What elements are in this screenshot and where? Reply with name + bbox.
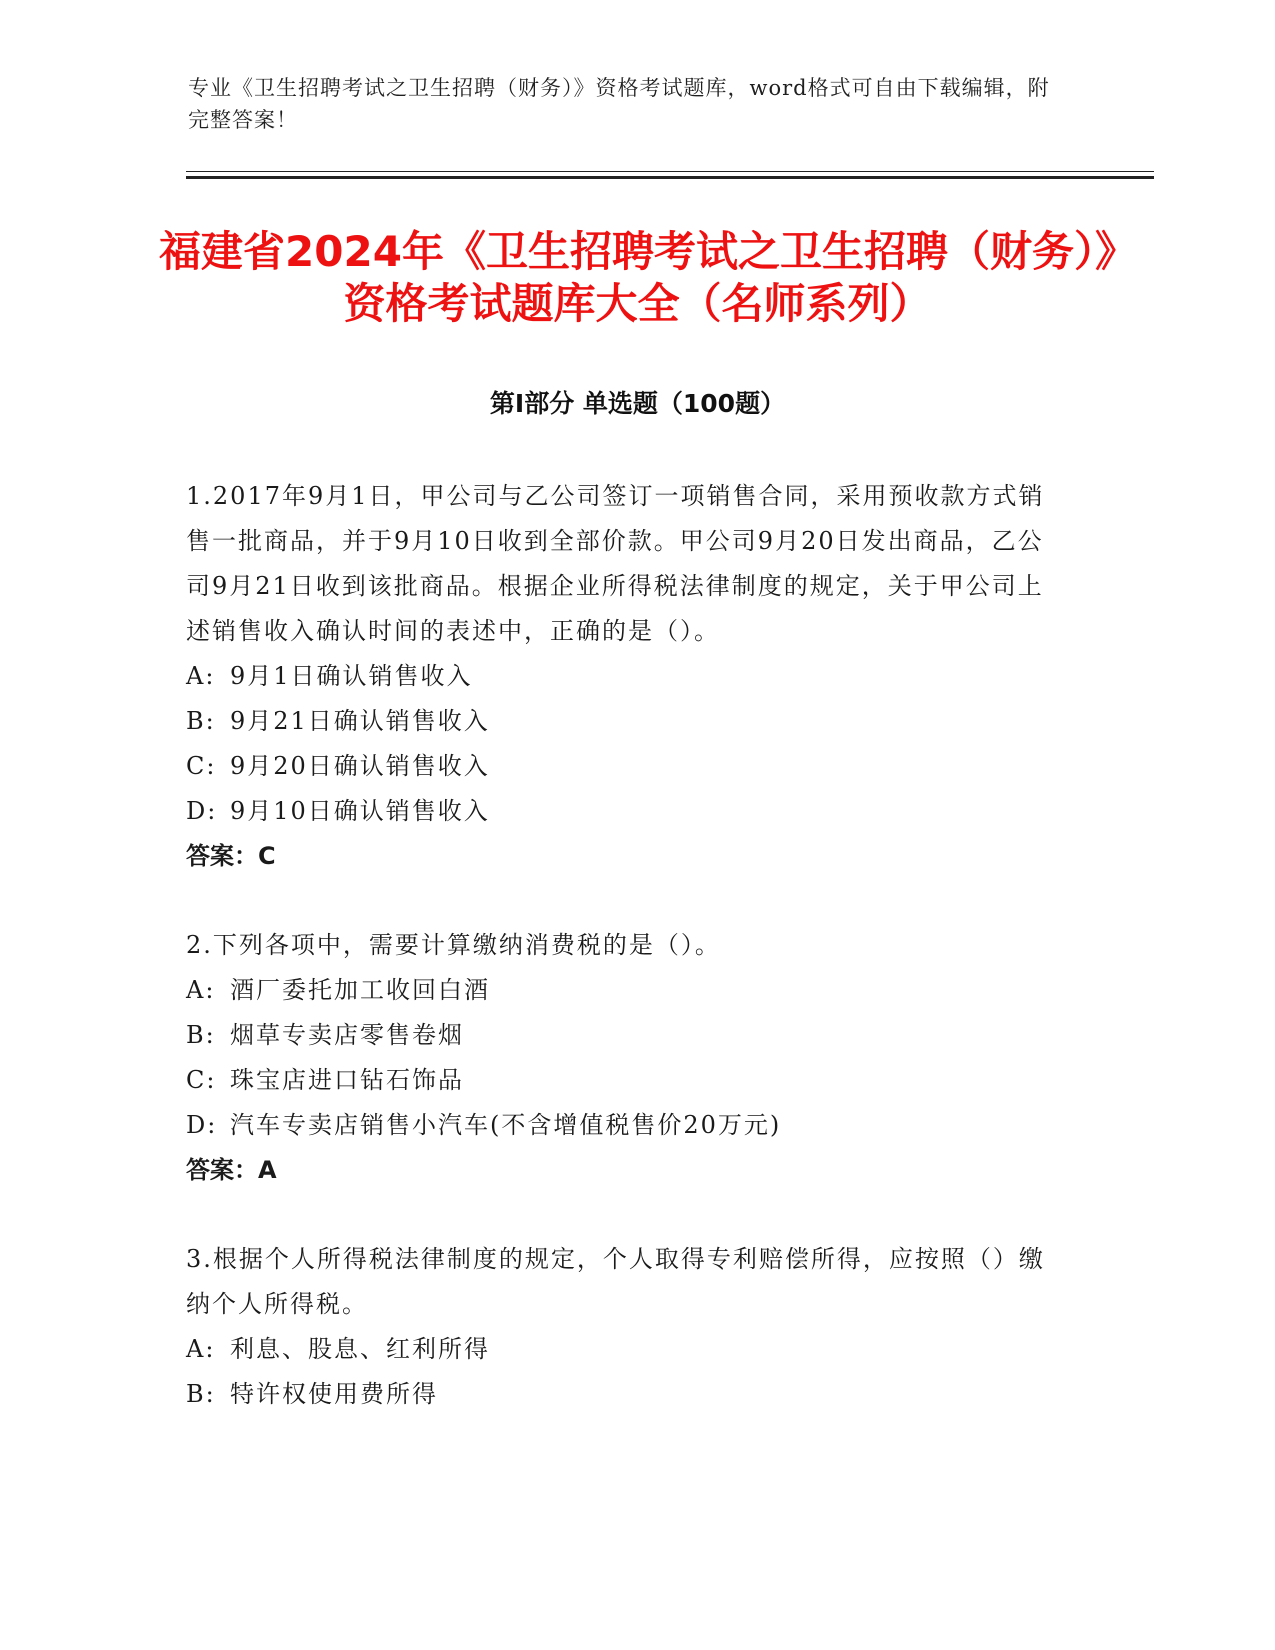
option-letter: B: bbox=[186, 1021, 216, 1049]
option-letter: A: bbox=[186, 662, 216, 690]
option-letter: B: bbox=[186, 1380, 216, 1408]
option-letter: D: bbox=[186, 797, 218, 825]
option-a bbox=[186, 968, 1066, 1013]
option-b bbox=[186, 1372, 1066, 1417]
header-note: 专业《卫生招聘考试之卫生招聘（财务）》资格考试题库，word格式可自由下载编辑，附完整答案！ bbox=[188, 76, 1050, 132]
header-divider-thin bbox=[186, 171, 1154, 172]
option-text: 9月10日确认销售收入 bbox=[230, 797, 490, 825]
answer-value: A bbox=[258, 1156, 277, 1184]
answer-label: 答案： bbox=[186, 842, 258, 870]
option-c bbox=[186, 744, 1066, 789]
option-c bbox=[186, 1058, 1066, 1103]
option-a bbox=[186, 654, 1066, 699]
option-b bbox=[186, 1013, 1066, 1058]
option-letter: C: bbox=[186, 752, 217, 780]
option-letter: D: bbox=[186, 1111, 218, 1139]
option-letter: A: bbox=[186, 976, 216, 1004]
option-letter: A: bbox=[186, 1335, 216, 1363]
option-text: 珠宝店进口钻石饰品 bbox=[230, 1066, 464, 1094]
question-2 bbox=[186, 923, 1066, 1193]
option-text: 9月21日确认销售收入 bbox=[230, 707, 490, 735]
option-text: 利息、股息、红利所得 bbox=[230, 1335, 490, 1363]
question-list bbox=[186, 474, 1066, 1461]
option-d bbox=[186, 789, 1066, 834]
option-a bbox=[186, 1327, 1066, 1372]
answer-line bbox=[186, 1148, 1066, 1193]
option-text: 汽车专卖店销售小汽车(不含增值税售价20万元) bbox=[230, 1111, 782, 1139]
answer-line bbox=[186, 834, 1066, 879]
option-text: 特许权使用费所得 bbox=[230, 1380, 438, 1408]
header-divider-thick bbox=[186, 176, 1154, 179]
option-text: 9月1日确认销售收入 bbox=[230, 662, 473, 690]
answer-label: 答案： bbox=[186, 1156, 258, 1184]
document-title: 福建省2024年《卫生招聘考试之卫生招聘（财务）》资格考试题库大全（名师系列） bbox=[159, 227, 1116, 328]
question-stem: 2.下列各项中，需要计算缴纳消费税的是（）。 bbox=[186, 931, 721, 959]
option-d bbox=[186, 1103, 1066, 1148]
question-stem: 1.2017年9月1日，甲公司与乙公司签订一项销售合同，采用预收款方式销售一批商品，并于9月10日收到全部价款。甲公司9月20日发出商品，乙公司9月21日收到该批商品。根据企业所得税法律制度的规定，关于甲公司上述销售收入确认时间的表述中，正确的是（）。 bbox=[186, 482, 1045, 645]
option-text: 酒厂委托加工收回白酒 bbox=[230, 976, 490, 1004]
question-stem: 3.根据个人所得税法律制度的规定，个人取得专利赔偿所得，应按照（）缴纳个人所得税。 bbox=[186, 1245, 1045, 1318]
option-b bbox=[186, 699, 1066, 744]
option-text: 9月20日确认销售收入 bbox=[230, 752, 490, 780]
section-title: 第I部分 单选题（100题） bbox=[489, 389, 786, 418]
question-1 bbox=[186, 474, 1066, 879]
option-text: 烟草专卖店零售卷烟 bbox=[230, 1021, 464, 1049]
answer-value: C bbox=[258, 842, 276, 870]
option-letter: C: bbox=[186, 1066, 217, 1094]
option-letter: B: bbox=[186, 707, 216, 735]
question-3 bbox=[186, 1237, 1066, 1417]
